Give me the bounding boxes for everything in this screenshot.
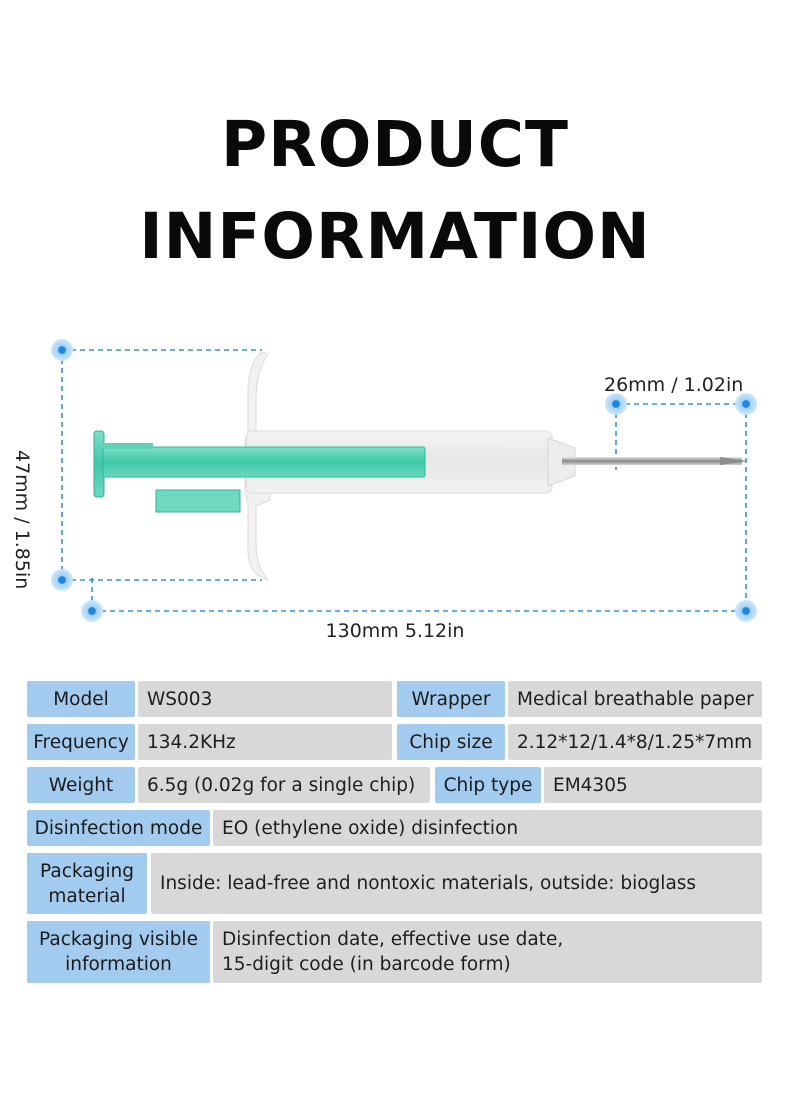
packaging-info-value-line2: 15-digit code (in barcode form)	[222, 954, 511, 975]
weight-label: Weight	[27, 767, 135, 803]
chip-size-label: Chip size	[397, 724, 505, 760]
frequency-label: Frequency	[27, 724, 135, 760]
syringe-figure	[0, 330, 790, 650]
weight-value: 6.5g (0.02g for a single chip)	[138, 767, 430, 803]
needle-length-label: 26mm / 1.02in	[604, 374, 744, 396]
packaging-material-label	[27, 853, 147, 914]
wrapper-label: Wrapper	[397, 681, 505, 717]
packaging-info-label-line2: information	[65, 954, 172, 975]
model-value: WS003	[138, 681, 392, 717]
title-line-2: INFORMATION	[139, 200, 651, 273]
chip-type-value: EM4305	[544, 767, 762, 803]
chip-size-value: 2.12*12/1.4*8/1.25*7mm	[508, 724, 762, 760]
packaging-info-label	[27, 921, 210, 983]
height-label: 47mm / 1.85in	[11, 450, 33, 590]
title-line-1: PRODUCT	[221, 108, 569, 181]
disinfection-value: EO (ethylene oxide) disinfection	[213, 810, 762, 846]
packaging-material-label-line1: Packaging	[40, 860, 134, 882]
chip-type-label: Chip type	[435, 767, 541, 803]
packaging-info-label-line1: Packaging visible	[39, 929, 198, 950]
disinfection-label: Disinfection mode	[27, 810, 210, 846]
packaging-material-label-line2: material	[48, 885, 126, 907]
packaging-info-value	[213, 921, 762, 983]
total-length-label: 130mm 5.12in	[325, 620, 465, 642]
wrapper-value: Medical breathable paper	[508, 681, 762, 717]
syringe-needle	[562, 457, 748, 465]
packaging-info-value-line1: Disinfection date, effective use date,	[222, 929, 564, 950]
packaging-material-value: Inside: lead-free and nontoxic materials, outside: bioglass	[151, 853, 762, 914]
model-label: Model	[27, 681, 135, 717]
frequency-value: 134.2KHz	[138, 724, 392, 760]
